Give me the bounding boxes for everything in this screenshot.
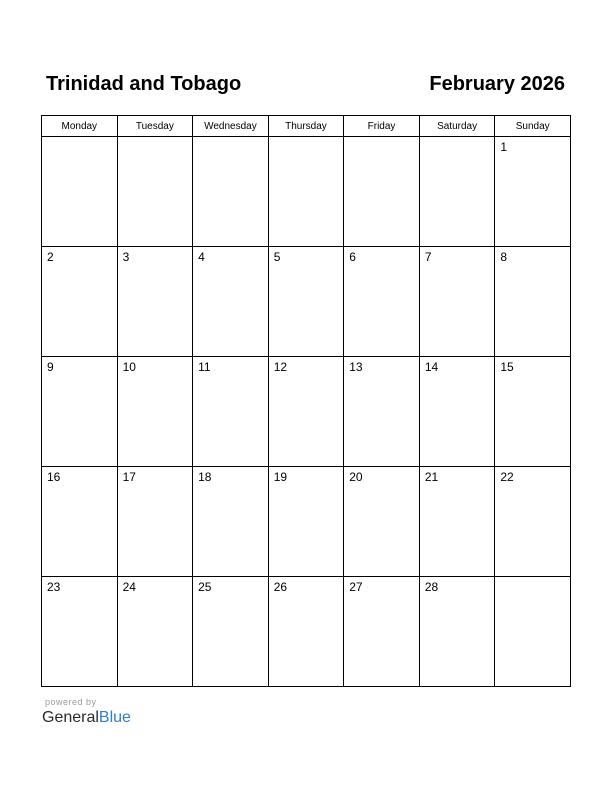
brand-blue-text: Blue [98, 709, 131, 726]
day-number: 11 [198, 360, 211, 374]
day-number: 12 [273, 360, 288, 374]
day-cell [419, 577, 495, 687]
day-number [42, 137, 117, 140]
day-cell [419, 357, 495, 467]
weekday-header: Saturday [419, 116, 495, 137]
week-row [42, 137, 571, 247]
day-number: 16 [47, 470, 61, 484]
day-number: 15 [500, 360, 514, 374]
day-cell [42, 247, 118, 357]
weekday-header: Wednesday [193, 116, 269, 137]
country-title: Trinidad and Tobago [46, 73, 242, 95]
day-number: 13 [349, 360, 363, 374]
day-cell [495, 577, 571, 687]
day-cell [117, 247, 193, 357]
weekday-header: Thursday [268, 116, 344, 137]
day-cell [419, 247, 495, 357]
brand-general-text: General [42, 709, 99, 726]
day-cell [42, 357, 118, 467]
weekday-header: Tuesday [117, 116, 193, 137]
day-number: 26 [273, 580, 288, 594]
day-number: 7 [424, 250, 432, 264]
day-cell [117, 577, 193, 687]
day-number: 2 [47, 250, 54, 264]
day-cell [268, 577, 344, 687]
day-cell [117, 467, 193, 577]
day-cell [193, 137, 269, 247]
day-number: 1 [500, 140, 508, 154]
powered-by-label: powered by [45, 697, 97, 707]
day-cell [495, 357, 571, 467]
day-cell [344, 137, 420, 247]
day-cell [495, 247, 571, 357]
day-cell [193, 467, 269, 577]
day-number: 23 [47, 580, 61, 594]
day-number: 20 [349, 470, 363, 484]
day-number [193, 137, 268, 140]
weekday-header-row [42, 116, 571, 137]
day-cell [419, 467, 495, 577]
day-cell [193, 357, 269, 467]
day-cell [268, 137, 344, 247]
day-number: 28 [424, 580, 439, 594]
weekday-header: Sunday [495, 116, 571, 137]
day-cell [117, 357, 193, 467]
day-number: 9 [47, 360, 54, 374]
day-number: 17 [122, 470, 136, 484]
day-number: 27 [349, 580, 363, 594]
day-number: 24 [122, 580, 136, 594]
day-cell [344, 577, 420, 687]
day-cell [42, 467, 118, 577]
day-number [269, 137, 344, 140]
day-cell [495, 467, 571, 577]
day-number: 5 [273, 250, 281, 264]
day-cell [344, 467, 420, 577]
weekday-header: Monday [42, 116, 118, 137]
day-cell [344, 247, 420, 357]
day-cell [344, 357, 420, 467]
day-number: 8 [500, 250, 508, 264]
day-number: 21 [424, 470, 439, 484]
day-number: 10 [122, 360, 136, 374]
day-cell [268, 247, 344, 357]
day-number [118, 137, 193, 140]
week-row [42, 247, 571, 357]
day-cell [268, 467, 344, 577]
day-cell [117, 137, 193, 247]
week-row [42, 577, 571, 687]
day-number: 25 [198, 580, 212, 594]
month-year-title: February 2026 [429, 73, 565, 95]
day-number: 14 [424, 360, 439, 374]
generalblue-logo[interactable] [42, 708, 131, 728]
day-number: 6 [349, 250, 356, 264]
day-number: 4 [198, 250, 205, 264]
day-cell [193, 577, 269, 687]
day-number: 19 [273, 470, 288, 484]
day-cell [42, 577, 118, 687]
day-cell [419, 137, 495, 247]
day-cell [495, 137, 571, 247]
day-cell [193, 247, 269, 357]
day-cell [268, 357, 344, 467]
day-number: 18 [198, 470, 212, 484]
calendar-grid [41, 115, 571, 687]
weekday-header: Friday [344, 116, 420, 137]
day-number: 22 [500, 470, 514, 484]
day-number: 3 [122, 250, 130, 264]
day-number [420, 137, 495, 140]
week-row [42, 467, 571, 577]
day-number [344, 137, 419, 140]
week-row [42, 357, 571, 467]
day-number [495, 577, 570, 580]
day-cell [42, 137, 118, 247]
